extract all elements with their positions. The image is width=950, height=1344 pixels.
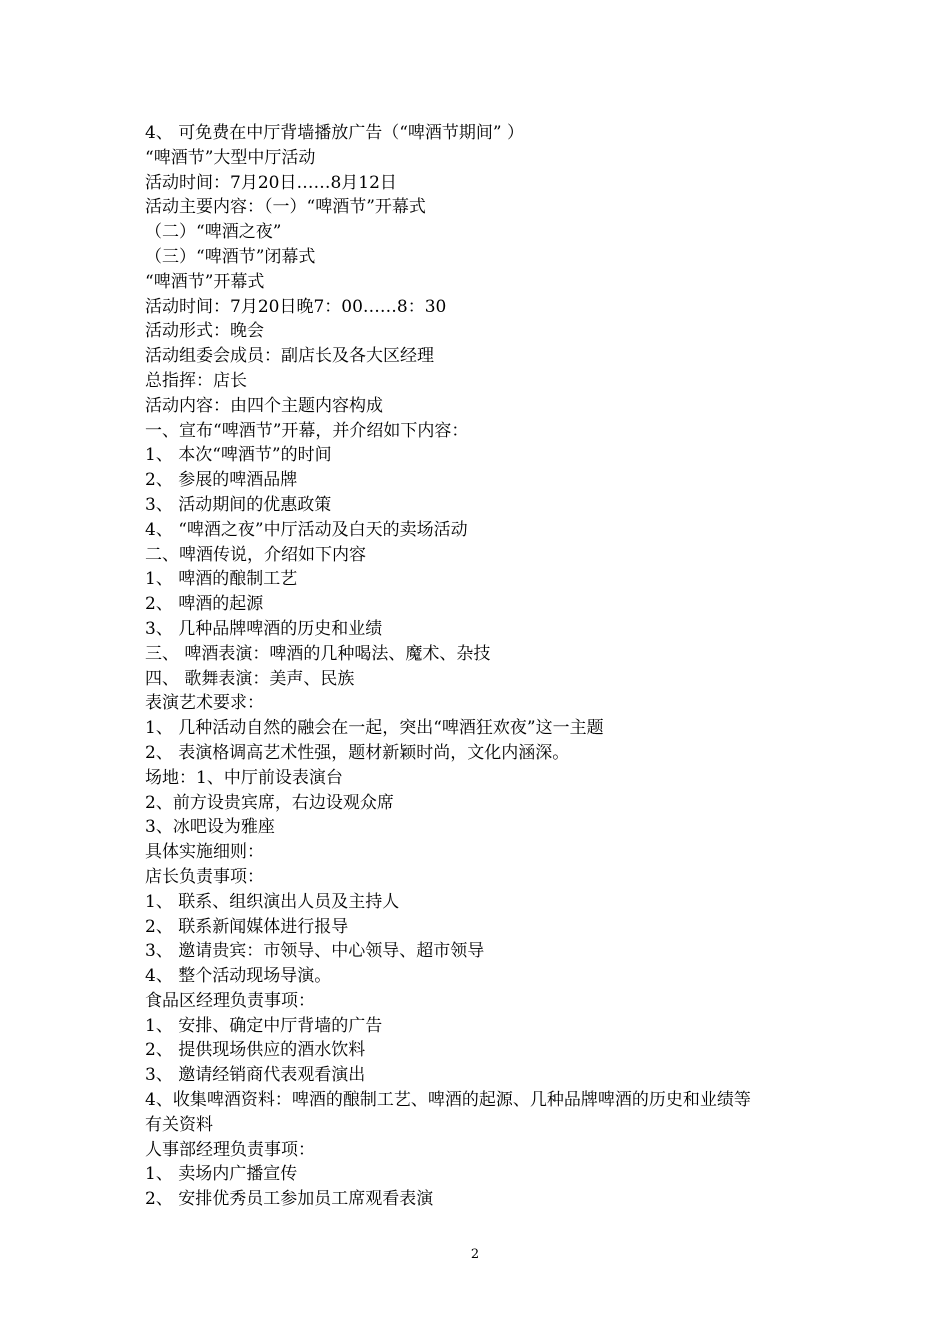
text-line: 2、前方设贵宾席，右边设观众席 [145, 792, 394, 813]
text-line: 3、 几种品牌啤酒的历史和业绩 [145, 618, 383, 639]
text-line: 活动时间：7月20日晚7：00……8：30 [145, 296, 447, 317]
text-line: 2、 参展的啤酒品牌 [145, 470, 298, 491]
text-line: 1、 安排、确定中厅背墙的广告 [145, 1015, 383, 1036]
text-line: 有关资料 [145, 1114, 213, 1135]
text-line: “啤酒节”开幕式 [145, 271, 265, 292]
text-line: 1、 卖场内广播宣传 [145, 1164, 298, 1185]
text-line: 具体实施细则： [145, 842, 264, 863]
text-line: 1、 啤酒的酿制工艺 [145, 569, 298, 590]
text-line: 食品区经理负责事项： [145, 990, 315, 1011]
text-line: 2、 安排优秀员工参加员工席观看表演 [145, 1189, 434, 1210]
text-line: 4、 “啤酒之夜”中厅活动及白天的卖场活动 [145, 519, 468, 540]
text-line: 活动形式：晚会 [145, 321, 264, 342]
text-line: 人事部经理负责事项： [145, 1139, 315, 1160]
text-line: 1、 本次“啤酒节”的时间 [145, 445, 332, 466]
text-line: 1、 几种活动自然的融会在一起，突出“啤酒狂欢夜”这一主题 [145, 718, 604, 739]
text-line: 活动内容：由四个主题内容构成 [145, 395, 383, 416]
text-line: 二、啤酒传说，介绍如下内容 [145, 544, 366, 565]
document-body [145, 121, 825, 1212]
text-line: “啤酒节”大型中厅活动 [145, 147, 316, 168]
text-line: 总指挥：店长 [145, 370, 247, 391]
text-line: 2、 表演格调高艺术性强，题材新颖时尚，文化内涵深。 [145, 742, 570, 763]
text-line: 一、宣布“啤酒节”开幕，并介绍如下内容： [145, 420, 469, 441]
text-line: 4、 整个活动现场导演。 [145, 966, 332, 987]
text-line: 4、收集啤酒资料：啤酒的酿制工艺、啤酒的起源、几种品牌啤酒的历史和业绩等 [145, 1090, 751, 1111]
text-line: 活动主要内容：（一）“啤酒节”开幕式 [145, 197, 426, 218]
text-line: 2、 啤酒的起源 [145, 594, 264, 615]
text-line: 1、 联系、组织演出人员及主持人 [145, 891, 400, 912]
text-line: 3、 邀请贵宾：市领导、中心领导、超市领导 [145, 941, 485, 962]
text-line: 表演艺术要求： [145, 693, 264, 714]
text-line: 4、 可免费在中厅背墙播放广告（“啤酒节期间” ） [145, 123, 525, 143]
text-line: 3、 活动期间的优惠政策 [145, 494, 332, 515]
text-line: 三、 啤酒表演：啤酒的几种喝法、魔术、杂技 [145, 643, 491, 664]
text-line: 2、 联系新闻媒体进行报导 [145, 916, 349, 937]
text-line: 3、 邀请经销商代表观看演出 [145, 1065, 366, 1086]
text-line: 2、 提供现场供应的酒水饮料 [145, 1040, 366, 1061]
text-line: 活动组委会成员：副店长及各大区经理 [145, 346, 434, 367]
text-line: （三）“啤酒节”闭幕式 [145, 246, 316, 267]
text-line: 店长负责事项： [145, 866, 264, 887]
text-line: 活动时间：7月20日……8月12日 [145, 172, 397, 193]
text-line: 场地：1、中厅前设表演台 [145, 767, 343, 788]
page-number: 2 [470, 1247, 480, 1262]
text-line: （二）“啤酒之夜” [145, 222, 282, 243]
text-line: 3、冰吧设为雅座 [145, 817, 275, 838]
text-line: 四、 歌舞表演：美声、民族 [145, 668, 355, 689]
